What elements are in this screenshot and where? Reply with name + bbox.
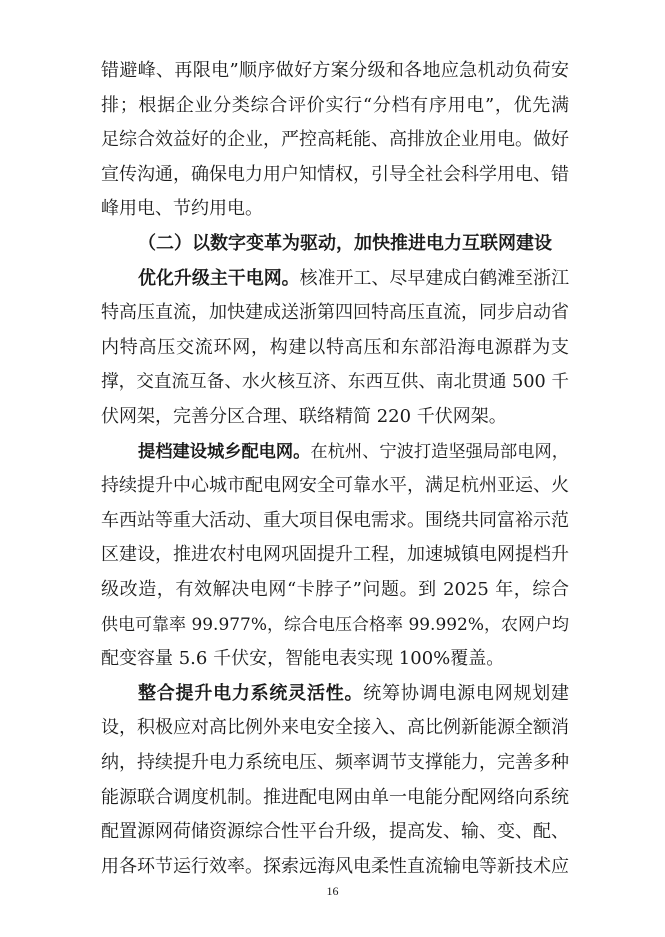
text-line: 宣传沟通，确保电力用户知情权，引导全社会科学用电、错: [101, 164, 569, 185]
text-line: 车西站等重大活动、重大项目保电需求。围绕共同富裕示范: [101, 510, 569, 531]
text-line: 配变容量 5.6 千伏安，智能电表实现 100%覆盖。: [101, 648, 505, 669]
paragraph-text: 统筹协调电源电网规划建: [363, 683, 570, 704]
text-line: 纳，持续提升电力系统电压、频率调节支撑能力，完善多种: [101, 752, 569, 773]
text-line: 能源联合调度机制。推进配电网由单一电能分配网络向系统: [101, 787, 569, 808]
paragraph-first-line: [138, 683, 569, 705]
text-line: 设，积极应对高比例外来电安全接入、高比例新能源全额消: [101, 717, 569, 738]
text-line: 级改造，有效解决电网“卡脖子”问题。到 2025 年，综合: [101, 579, 569, 600]
text-line: 峰用电、节约用电。: [101, 198, 263, 219]
text-line: 特高压直流，加快建成送浙第四回特高压直流，同步启动省: [101, 302, 569, 323]
section-heading: （二）以数字变革为驱动，加快推进电力互联网建设: [138, 233, 552, 254]
page-number: 16: [326, 884, 339, 898]
paragraph-text: 核准开工、尽早建成白鹤滩至浙江: [299, 268, 570, 289]
text-line: 供电可靠率 99.977%，综合电压合格率 99.992%，农网户均: [101, 615, 569, 635]
text-line: 错避峰、再限电”顺序做好方案分级和各地应急机动负荷安: [101, 60, 569, 81]
text-line: 持续提升中心城市配电网安全可靠水平，满足杭州亚运、火: [101, 475, 569, 496]
text-line: 撑，交直流互备、水火核互济、东西互供、南北贯通 500 千: [101, 372, 569, 392]
text-line: 排；根据企业分类综合评价实行“分档有序用电”，优先满: [101, 95, 569, 116]
paragraph-text: 在杭州、宁波打造坚强局部电网，: [310, 442, 570, 462]
text-line: 内特高压交流环网，构建以特高压和东部沿海电源群为支: [101, 337, 569, 358]
text-line: 区建设，推进农村电网巩固提升工程，加速城镇电网提档升: [101, 544, 569, 565]
text-line: 配置源网荷储资源综合性平台升级，提高发、输、变、配、: [101, 821, 569, 842]
text-line: 足综合效益好的企业，严控高耗能、高排放企业用电。做好: [101, 129, 569, 150]
paragraph-lead: 提档建设城乡配电网。: [138, 442, 311, 462]
text-line: 用各环节运行效率。探索远海风电柔性直流输电等新技术应: [101, 856, 569, 877]
paragraph-lead: 整合提升电力系统灵活性。: [138, 683, 364, 704]
paragraph-first-line: [138, 268, 569, 290]
paragraph-lead: 优化升级主干电网。: [138, 268, 300, 289]
text-line: 伏网架，完善分区合理、联络精简 220 千伏网架。: [101, 406, 507, 427]
paragraph-first-line: [138, 441, 569, 463]
